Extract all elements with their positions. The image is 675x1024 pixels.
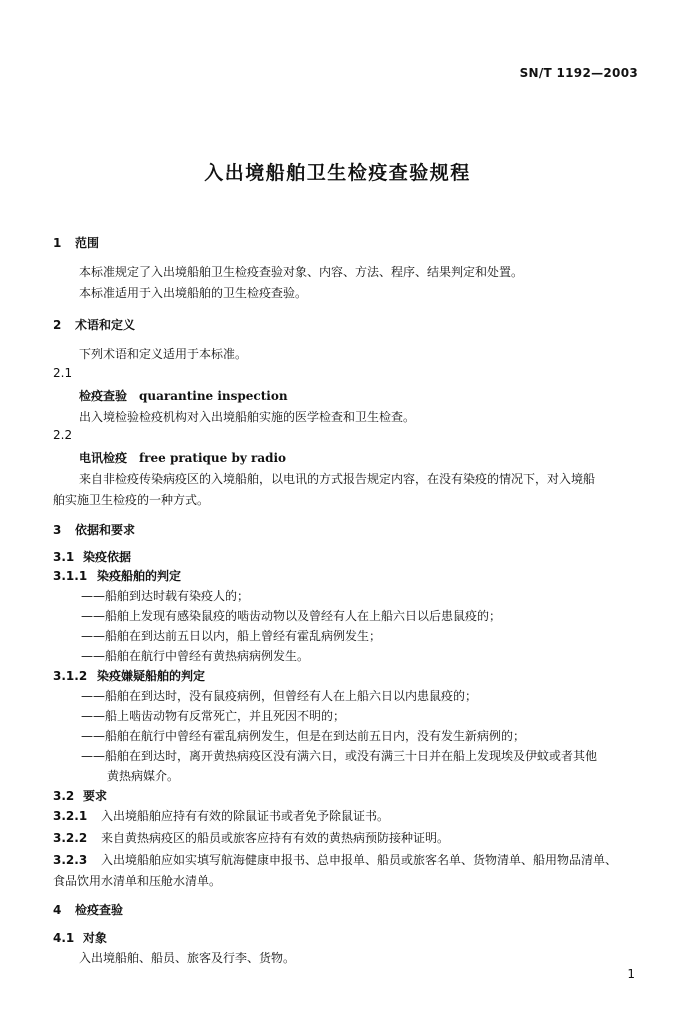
term-en: free pratique by radio	[139, 451, 287, 465]
subsection-4-1-heading	[53, 929, 107, 946]
section-number: 4	[53, 903, 62, 917]
section-2-heading	[53, 316, 135, 333]
section-number: 1	[53, 236, 62, 250]
subsection-number: 3.1.1	[53, 569, 88, 583]
subsection-title: 染疫依据	[83, 550, 132, 564]
section-number: 2	[53, 318, 62, 332]
list-item: ——船舶在航行中曾经有霍乱病例发生，但是在到达前五日内，没有发生新病例的；	[81, 729, 526, 743]
paragraph: 本标准规定了入出境船舶卫生检疫查验对象、内容、方法、程序、结果判定和处置。	[79, 265, 524, 279]
term-cn: 检疫查验	[79, 389, 128, 403]
subsection-title: 染疫嫌疑船舶的判定	[97, 669, 206, 683]
term-cn: 电讯检疫	[79, 451, 128, 465]
section-4-heading	[53, 901, 123, 918]
paragraph: 本标准适用于入出境船舶的卫生检疫查验。	[79, 286, 308, 300]
list-item-cont: 黄热病媒介。	[107, 769, 180, 783]
subsection-3-1-heading	[53, 548, 131, 565]
list-item: ——船舶在到达前五日以内，船上曾经有霍乱病例发生；	[81, 629, 382, 643]
requirement	[53, 807, 389, 824]
section-title: 检疫查验	[75, 903, 124, 917]
list-item: ——船舶在到达时，没有鼠疫病例，但曾经有人在上船六日以内患鼠疫的；	[81, 689, 478, 703]
requirement-number: 3.2.1	[53, 809, 88, 823]
list-item: ——船上啮齿动物有反常死亡，并且死因不明的；	[81, 709, 346, 723]
subsection-title: 染疫船舶的判定	[97, 569, 182, 583]
list-item: ——船舶上发现有感染鼠疫的啮齿动物以及曾经有人在上船六日以后患鼠疫的；	[81, 609, 502, 623]
section-3-heading	[53, 521, 135, 538]
subsection-number: 3.2	[53, 789, 75, 803]
page-number: 1	[627, 967, 635, 981]
document-title: 入出境船舶卫生检疫查验规程	[204, 162, 471, 184]
requirement-text: 入出境船舶应持有有效的除鼠证书或者免予除鼠证书。	[101, 809, 390, 823]
term-en: quarantine inspection	[139, 389, 288, 403]
requirement-cont: 食品饮用水清单和压舱水清单。	[53, 874, 222, 888]
requirement-number: 3.2.3	[53, 853, 88, 867]
term-definition: 出入境检验检疫机构对入出境船舶实施的医学检查和卫生检查。	[79, 410, 416, 424]
requirement	[53, 851, 617, 868]
section-number: 3	[53, 523, 62, 537]
section-1-heading	[53, 234, 99, 251]
requirement	[53, 829, 449, 846]
standard-number: SN/T 1192—2003	[519, 66, 638, 80]
list-item: ——船舶到达时载有染疫人的；	[81, 589, 250, 603]
subsection-3-2-heading	[53, 787, 107, 804]
subsection-3-1-2-heading	[53, 667, 205, 684]
list-item: ——船舶在航行中曾经有黄热病病例发生。	[81, 649, 310, 663]
subsection-number: 3.1	[53, 550, 75, 564]
subsection-3-1-1-heading	[53, 567, 181, 584]
term-number: 2.1	[53, 366, 73, 380]
paragraph: 下列术语和定义适用于本标准。	[79, 347, 248, 361]
term-definition-cont: 舶实施卫生检疫的一种方式。	[53, 493, 210, 507]
term-heading	[79, 387, 288, 404]
subsection-number: 3.1.2	[53, 669, 88, 683]
subsection-title: 要求	[83, 789, 108, 803]
requirement-number: 3.2.2	[53, 831, 88, 845]
section-title: 术语和定义	[75, 318, 136, 332]
section-title: 依据和要求	[75, 523, 136, 537]
requirement-text: 来自黄热病疫区的船员或旅客应持有有效的黄热病预防接种证明。	[101, 831, 450, 845]
subsection-title: 对象	[83, 931, 108, 945]
term-heading	[79, 449, 286, 466]
term-definition: 来自非检疫传染病疫区的入境船舶，以电讯的方式报告规定内容，在没有染疫的情况下，对入境船	[79, 472, 596, 486]
section-title: 范围	[75, 236, 100, 250]
list-item: ——船舶在到达时，离开黄热病疫区没有满六日，或没有满三十日并在船上发现埃及伊蚊或者其他	[81, 749, 598, 763]
requirement-text: 入出境船舶应如实填写航海健康申报书、总申报单、船员或旅客名单、货物清单、船用物品清单、	[101, 853, 618, 867]
paragraph: 入出境船舶、船员、旅客及行李、货物。	[79, 951, 296, 965]
subsection-number: 4.1	[53, 931, 75, 945]
term-number: 2.2	[53, 428, 73, 442]
